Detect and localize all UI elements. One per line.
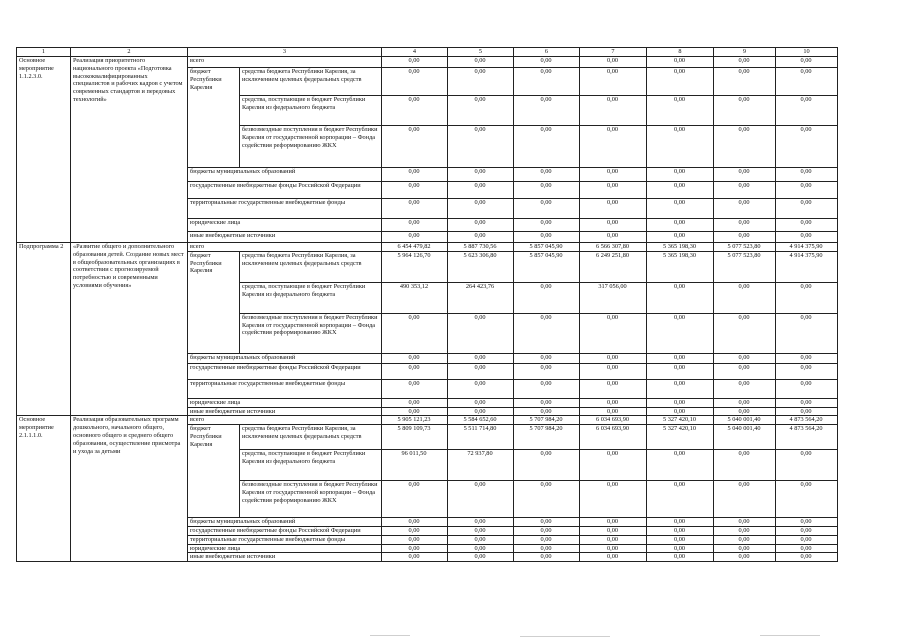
amount-cell: 0,00 (647, 526, 714, 535)
amount-cell: 5 964 126,70 (382, 251, 448, 282)
amount-cell: 0,00 (382, 518, 448, 527)
source-label: иные внебюджетные источники (188, 553, 382, 562)
amount-cell: 0,00 (580, 353, 647, 363)
amount-cell: 0,00 (580, 313, 647, 353)
header-cell: 3 (188, 48, 382, 57)
amount-cell: 0,00 (647, 544, 714, 553)
amount-cell: 0,00 (448, 535, 514, 544)
amount-cell: 0,00 (714, 526, 776, 535)
amount-cell: 0,00 (714, 182, 776, 199)
amount-cell: 0,00 (647, 199, 714, 219)
amount-cell: 0,00 (776, 450, 838, 481)
amount-cell: 0,00 (580, 199, 647, 219)
amount-cell: 0,00 (514, 363, 580, 379)
amount-cell: 0,00 (514, 553, 580, 562)
amount-cell: 0,00 (514, 535, 580, 544)
amount-cell: 0,00 (448, 126, 514, 168)
amount-cell: 0,00 (580, 544, 647, 553)
amount-cell: 0,00 (382, 407, 448, 416)
amount-cell: 4 914 375,90 (776, 251, 838, 282)
source-label: бюджеты муниципальных образований (188, 168, 382, 182)
amount-cell: 0,00 (776, 363, 838, 379)
amount-cell: 0,00 (714, 68, 776, 96)
amount-cell: 0,00 (580, 526, 647, 535)
source-label: всего (188, 416, 382, 425)
amount-cell: 0,00 (776, 379, 838, 398)
header-cell: 9 (714, 48, 776, 57)
amount-cell: 0,00 (714, 398, 776, 407)
amount-cell: 0,00 (514, 379, 580, 398)
amount-cell: 0,00 (647, 96, 714, 126)
amount-cell: 5 857 045,90 (514, 243, 580, 252)
amount-cell: 0,00 (776, 398, 838, 407)
amount-cell: 6 249 251,80 (580, 251, 647, 282)
amount-cell: 0,00 (382, 168, 448, 182)
amount-cell: 0,00 (514, 199, 580, 219)
amount-cell: 0,00 (382, 544, 448, 553)
amount-cell: 0,00 (580, 553, 647, 562)
amount-cell: 0,00 (714, 232, 776, 243)
amount-cell: 0,00 (580, 450, 647, 481)
amount-cell: 0,00 (580, 518, 647, 527)
source-label: территориальные государственные внебюджетные фонды (188, 379, 382, 398)
amount-cell: 0,00 (448, 199, 514, 219)
activity-name: Реализация образовательных программ дошкольного, начального общего, основного общего и среднего общего образования, осуществление присмотра и ухода за детьми (71, 416, 188, 562)
source-label: бюджеты муниципальных образований (188, 353, 382, 363)
amount-cell: 0,00 (580, 398, 647, 407)
source-label: всего (188, 243, 382, 252)
source-label: средства бюджета Республики Карелия, за исключением целевых федеральных средств (240, 251, 382, 282)
amount-cell: 0,00 (448, 518, 514, 527)
amount-cell: 0,00 (647, 553, 714, 562)
source-label: средства, поступающие в бюджет Республики Карелия из федерального бюджета (240, 282, 382, 313)
amount-cell: 5 365 198,30 (647, 251, 714, 282)
amount-cell: 4 873 564,20 (776, 416, 838, 425)
amount-cell: 0,00 (580, 168, 647, 182)
amount-cell: 0,00 (714, 481, 776, 518)
activity-code: Подпрограмма 2 (17, 243, 71, 416)
amount-cell: 0,00 (382, 313, 448, 353)
table-row (17, 243, 838, 252)
amount-cell: 72 937,80 (448, 450, 514, 481)
activity-name: «Развитие общего и дополнительного образования детей. Создание новых мест в общеобразовательных организациях в соответствии с прогнозируемой потребностью и современными условиями обучения» (71, 243, 188, 416)
amount-cell: 0,00 (382, 353, 448, 363)
amount-cell: 0,00 (776, 353, 838, 363)
activity-code: Основное мероприятие 1.1.2.3.0. (17, 57, 71, 243)
amount-cell: 0,00 (647, 168, 714, 182)
amount-cell: 0,00 (382, 96, 448, 126)
amount-cell: 0,00 (382, 481, 448, 518)
amount-cell: 5 327 420,10 (647, 416, 714, 425)
amount-cell: 0,00 (776, 199, 838, 219)
amount-cell: 0,00 (514, 313, 580, 353)
amount-cell: 0,00 (776, 57, 838, 68)
amount-cell: 0,00 (714, 199, 776, 219)
amount-cell: 0,00 (448, 553, 514, 562)
scan-artifact (370, 635, 410, 636)
source-label: территориальные государственные внебюджетные фонды (188, 535, 382, 544)
amount-cell: 0,00 (448, 363, 514, 379)
amount-cell: 0,00 (514, 282, 580, 313)
amount-cell: 0,00 (714, 553, 776, 562)
amount-cell: 0,00 (448, 379, 514, 398)
amount-cell: 0,00 (776, 481, 838, 518)
amount-cell: 0,00 (382, 57, 448, 68)
amount-cell: 0,00 (776, 526, 838, 535)
amount-cell: 0,00 (580, 379, 647, 398)
source-label: территориальные государственные внебюджетные фонды (188, 199, 382, 219)
scan-artifact (760, 635, 820, 636)
amount-cell: 0,00 (647, 535, 714, 544)
budget-sheet (16, 47, 838, 562)
amount-cell: 0,00 (382, 199, 448, 219)
amount-cell: 0,00 (647, 182, 714, 199)
amount-cell: 0,00 (448, 96, 514, 126)
amount-cell: 0,00 (776, 553, 838, 562)
budget-group-label: бюджет Республики Карелия (188, 425, 240, 518)
amount-cell: 0,00 (714, 407, 776, 416)
amount-cell: 0,00 (580, 232, 647, 243)
amount-cell: 0,00 (514, 481, 580, 518)
amount-cell: 0,00 (580, 481, 647, 518)
amount-cell: 0,00 (714, 168, 776, 182)
amount-cell: 0,00 (448, 182, 514, 199)
amount-cell: 0,00 (714, 313, 776, 353)
amount-cell: 5 809 109,73 (382, 425, 448, 450)
amount-cell: 0,00 (448, 232, 514, 243)
amount-cell: 0,00 (776, 518, 838, 527)
amount-cell: 0,00 (647, 126, 714, 168)
amount-cell: 0,00 (514, 68, 580, 96)
amount-cell: 6 034 693,90 (580, 425, 647, 450)
amount-cell: 0,00 (776, 544, 838, 553)
amount-cell: 0,00 (580, 535, 647, 544)
amount-cell: 0,00 (647, 219, 714, 232)
amount-cell: 0,00 (514, 96, 580, 126)
amount-cell: 0,00 (514, 57, 580, 68)
amount-cell: 0,00 (580, 68, 647, 96)
amount-cell: 5 511 714,80 (448, 425, 514, 450)
amount-cell: 317 056,00 (580, 282, 647, 313)
amount-cell: 5 857 045,90 (514, 251, 580, 282)
amount-cell: 0,00 (714, 544, 776, 553)
amount-cell: 0,00 (714, 450, 776, 481)
amount-cell: 0,00 (776, 96, 838, 126)
amount-cell: 96 011,50 (382, 450, 448, 481)
amount-cell: 0,00 (448, 313, 514, 353)
table-row (17, 416, 838, 425)
amount-cell: 6 454 479,82 (382, 243, 448, 252)
amount-cell: 6 566 307,80 (580, 243, 647, 252)
header-cell: 2 (71, 48, 188, 57)
budget-table (16, 47, 838, 562)
amount-cell: 0,00 (714, 96, 776, 126)
amount-cell: 0,00 (448, 544, 514, 553)
amount-cell: 0,00 (647, 313, 714, 353)
source-label: государственные внебюджетные фонды Российской Федерации (188, 363, 382, 379)
amount-cell: 0,00 (382, 553, 448, 562)
amount-cell: 5 327 420,10 (647, 425, 714, 450)
source-label: безвозмездные поступления в бюджет Республики Карелия от государственной корпорации – Фонда содействия реформированию ЖКХ (240, 313, 382, 353)
source-label: средства, поступающие в бюджет Республики Карелия из федерального бюджета (240, 96, 382, 126)
amount-cell: 0,00 (382, 126, 448, 168)
amount-cell: 0,00 (382, 526, 448, 535)
amount-cell: 0,00 (382, 232, 448, 243)
header-cell: 8 (647, 48, 714, 57)
amount-cell: 0,00 (448, 68, 514, 96)
source-label: безвозмездные поступления в бюджет Республики Карелия от государственной корпорации – Фонда содействия реформированию ЖКХ (240, 126, 382, 168)
amount-cell: 5 584 652,60 (448, 416, 514, 425)
amount-cell: 0,00 (580, 407, 647, 416)
amount-cell: 0,00 (714, 535, 776, 544)
amount-cell: 0,00 (776, 126, 838, 168)
amount-cell: 0,00 (382, 219, 448, 232)
amount-cell: 4 873 564,20 (776, 425, 838, 450)
amount-cell: 0,00 (514, 353, 580, 363)
amount-cell: 0,00 (776, 232, 838, 243)
amount-cell: 0,00 (647, 398, 714, 407)
amount-cell: 5 887 730,56 (448, 243, 514, 252)
header-cell: 1 (17, 48, 71, 57)
scan-artifact (520, 636, 610, 637)
source-label: всего (188, 57, 382, 68)
amount-cell: 0,00 (448, 353, 514, 363)
amount-cell: 5 707 984,20 (514, 416, 580, 425)
amount-cell: 0,00 (448, 481, 514, 518)
table-row (17, 57, 838, 68)
amount-cell: 0,00 (714, 379, 776, 398)
amount-cell: 0,00 (514, 168, 580, 182)
header-cell: 7 (580, 48, 647, 57)
amount-cell: 5 905 121,23 (382, 416, 448, 425)
amount-cell: 0,00 (776, 313, 838, 353)
amount-cell: 0,00 (382, 68, 448, 96)
amount-cell: 0,00 (776, 68, 838, 96)
amount-cell: 0,00 (776, 535, 838, 544)
amount-cell: 0,00 (776, 219, 838, 232)
amount-cell: 0,00 (514, 526, 580, 535)
amount-cell: 0,00 (580, 363, 647, 379)
source-label: юридические лица (188, 398, 382, 407)
amount-cell: 0,00 (776, 407, 838, 416)
amount-cell: 0,00 (580, 96, 647, 126)
amount-cell: 5 707 984,20 (514, 425, 580, 450)
source-label: иные внебюджетные источники (188, 232, 382, 243)
header-cell: 6 (514, 48, 580, 57)
amount-cell: 0,00 (647, 379, 714, 398)
amount-cell: 0,00 (580, 126, 647, 168)
amount-cell: 490 353,12 (382, 282, 448, 313)
amount-cell: 0,00 (647, 282, 714, 313)
source-label: государственные внебюджетные фонды Российской Федерации (188, 526, 382, 535)
header-cell: 10 (776, 48, 838, 57)
amount-cell: 0,00 (647, 363, 714, 379)
amount-cell: 5 077 523,80 (714, 251, 776, 282)
amount-cell: 0,00 (448, 407, 514, 416)
amount-cell: 0,00 (714, 518, 776, 527)
source-label: средства бюджета Республики Карелия, за исключением целевых федеральных средств (240, 68, 382, 96)
source-label: средства, поступающие в бюджет Республики Карелия из федерального бюджета (240, 450, 382, 481)
source-label: иные внебюджетные источники (188, 407, 382, 416)
header-cell: 4 (382, 48, 448, 57)
amount-cell: 0,00 (714, 282, 776, 313)
amount-cell: 0,00 (580, 57, 647, 68)
amount-cell: 0,00 (776, 168, 838, 182)
amount-cell: 0,00 (647, 518, 714, 527)
activity-code: Основное мероприятие 2.1.1.1.0. (17, 416, 71, 562)
amount-cell: 5 077 523,80 (714, 243, 776, 252)
amount-cell: 0,00 (714, 219, 776, 232)
budget-group-label: бюджет Республики Карелия (188, 68, 240, 168)
amount-cell: 0,00 (714, 363, 776, 379)
amount-cell: 0,00 (448, 168, 514, 182)
amount-cell: 0,00 (580, 182, 647, 199)
amount-cell: 264 423,76 (448, 282, 514, 313)
amount-cell: 0,00 (714, 126, 776, 168)
amount-cell: 0,00 (514, 232, 580, 243)
amount-cell: 4 914 375,90 (776, 243, 838, 252)
amount-cell: 0,00 (714, 353, 776, 363)
source-label: средства бюджета Республики Карелия, за исключением целевых федеральных средств (240, 425, 382, 450)
amount-cell: 5 365 198,30 (647, 243, 714, 252)
amount-cell: 5 623 306,80 (448, 251, 514, 282)
source-label: юридические лица (188, 544, 382, 553)
source-label: юридические лица (188, 219, 382, 232)
amount-cell: 0,00 (776, 182, 838, 199)
amount-cell: 0,00 (448, 219, 514, 232)
amount-cell: 0,00 (448, 526, 514, 535)
amount-cell: 0,00 (647, 68, 714, 96)
amount-cell: 0,00 (382, 363, 448, 379)
source-label: бюджеты муниципальных образований (188, 518, 382, 527)
amount-cell: 0,00 (647, 450, 714, 481)
amount-cell: 0,00 (514, 544, 580, 553)
amount-cell: 0,00 (647, 353, 714, 363)
source-label: безвозмездные поступления в бюджет Республики Карелия от государственной корпорации – Фонда содействия реформированию ЖКХ (240, 481, 382, 518)
header-row (17, 48, 838, 57)
amount-cell: 0,00 (514, 219, 580, 232)
header-cell: 5 (448, 48, 514, 57)
amount-cell: 0,00 (514, 182, 580, 199)
amount-cell: 6 034 693,90 (580, 416, 647, 425)
amount-cell: 5 040 001,40 (714, 425, 776, 450)
amount-cell: 0,00 (514, 126, 580, 168)
amount-cell: 0,00 (448, 398, 514, 407)
amount-cell: 0,00 (714, 57, 776, 68)
amount-cell: 0,00 (647, 407, 714, 416)
amount-cell: 0,00 (647, 481, 714, 518)
amount-cell: 0,00 (382, 398, 448, 407)
amount-cell: 0,00 (514, 450, 580, 481)
source-label: государственные внебюджетные фонды Российской Федерации (188, 182, 382, 199)
amount-cell: 5 040 001,40 (714, 416, 776, 425)
amount-cell: 0,00 (382, 535, 448, 544)
amount-cell: 0,00 (382, 379, 448, 398)
activity-name: Реализация приоритетного национального проекта «Подготовка высококвалифицированных специалистов и рабочих кадров с учетом современных стандартов и передовых технологий» (71, 57, 188, 243)
amount-cell: 0,00 (514, 398, 580, 407)
amount-cell: 0,00 (776, 282, 838, 313)
amount-cell: 0,00 (647, 232, 714, 243)
amount-cell: 0,00 (580, 219, 647, 232)
amount-cell: 0,00 (448, 57, 514, 68)
amount-cell: 0,00 (382, 182, 448, 199)
amount-cell: 0,00 (514, 407, 580, 416)
amount-cell: 0,00 (514, 518, 580, 527)
amount-cell: 0,00 (647, 57, 714, 68)
budget-group-label: бюджет Республики Карелия (188, 251, 240, 353)
